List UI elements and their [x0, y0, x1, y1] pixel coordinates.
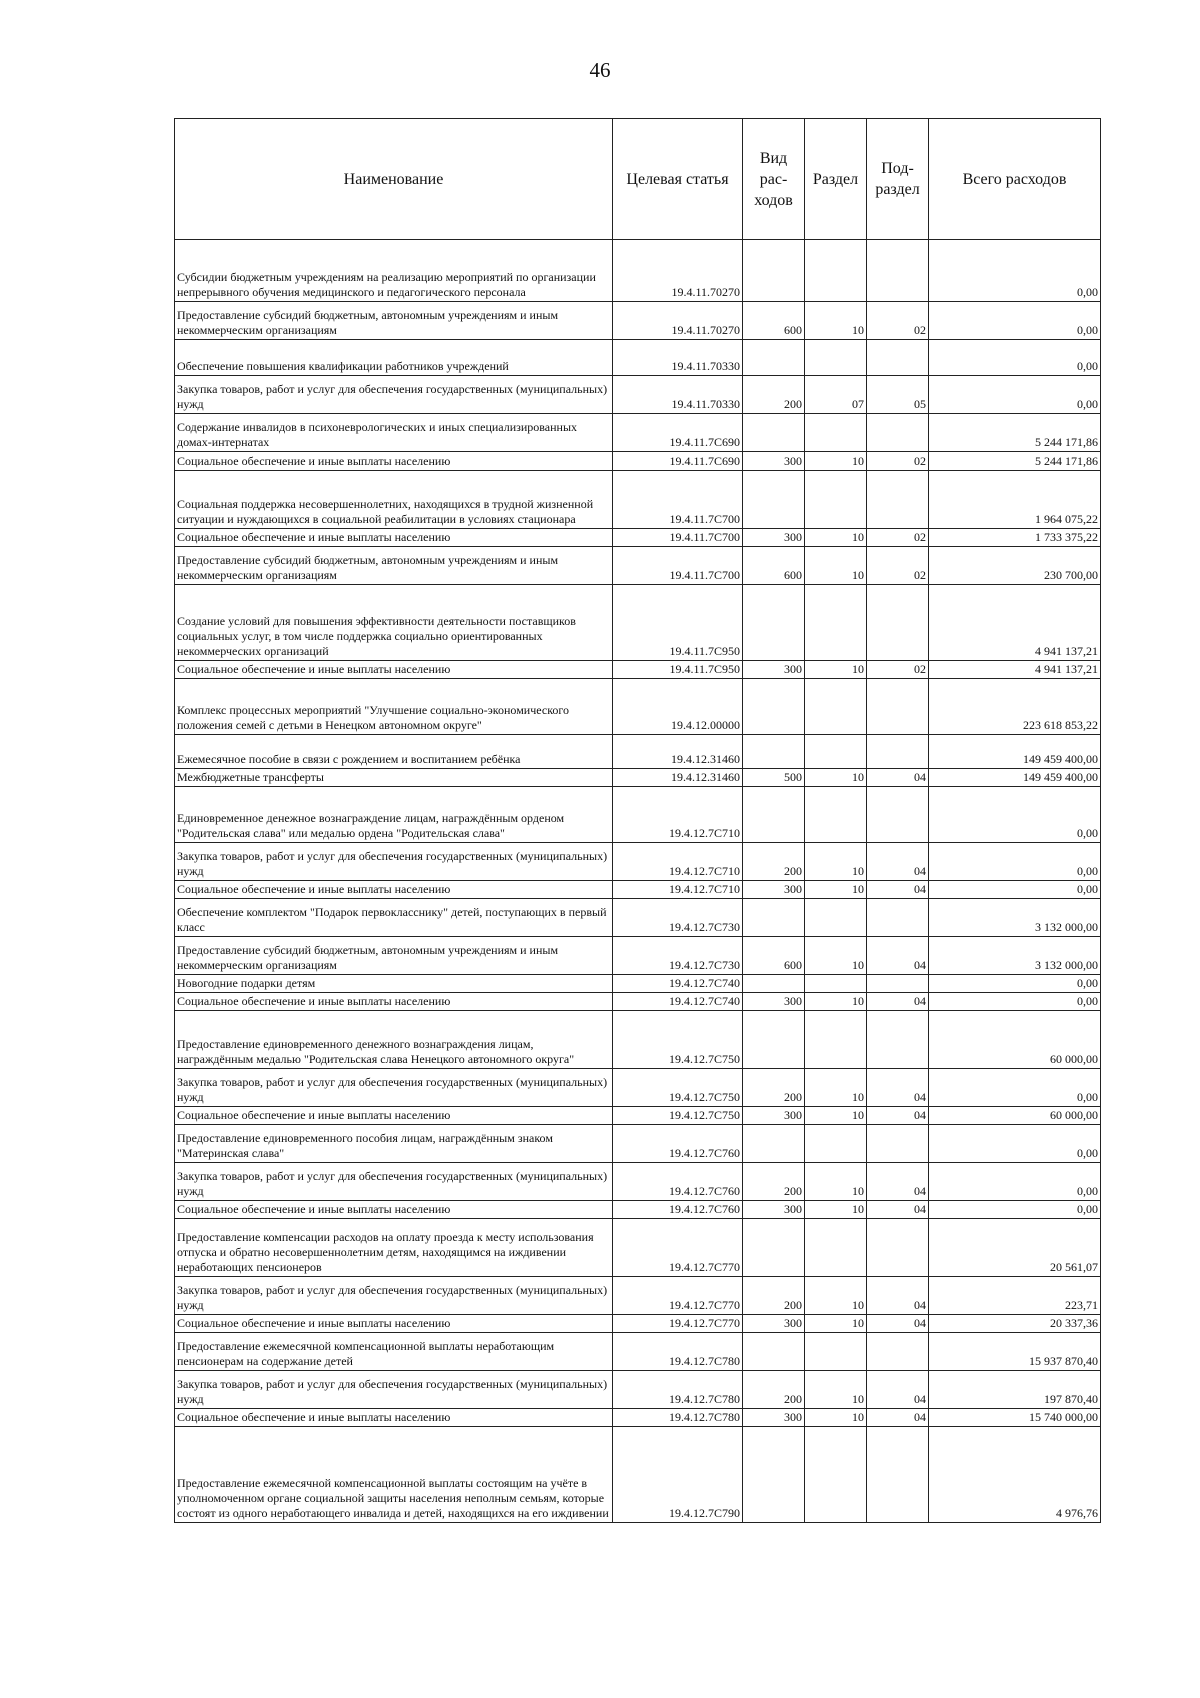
cell-name: Единовременное денежное вознаграждение лицам, награждённым орденом "Родительская слава" или медалью ордена "Родительская слава": [175, 787, 613, 843]
header-vid-line: ходов: [754, 191, 793, 209]
table-row: [175, 661, 1101, 679]
cell-total: 0,00: [929, 240, 1101, 302]
cell-name: Социальное обеспечение и иные выплаты населению: [175, 1315, 613, 1333]
cell-total: 20 337,36: [929, 1315, 1101, 1333]
cell-total: 0,00: [929, 881, 1101, 899]
cell-razdel: 10: [805, 1277, 867, 1315]
cell-razdel: [805, 585, 867, 661]
cell-vid: [743, 240, 805, 302]
cell-total: 197 870,40: [929, 1371, 1101, 1409]
cell-total: 60 000,00: [929, 1011, 1101, 1069]
table-row: [175, 769, 1101, 787]
cell-vid: [743, 585, 805, 661]
cell-podrazdel: 04: [867, 993, 929, 1011]
table-row: [175, 1427, 1101, 1523]
cell-podrazdel: 02: [867, 529, 929, 547]
cell-podrazdel: 04: [867, 1409, 929, 1427]
cell-total: 0,00: [929, 787, 1101, 843]
header-razdel: Раздел: [805, 119, 867, 240]
cell-total: 15 937 870,40: [929, 1333, 1101, 1371]
cell-razdel: 10: [805, 1163, 867, 1201]
cell-target: 19.4.12.7С710: [613, 881, 743, 899]
cell-target: 19.4.11.70330: [613, 340, 743, 376]
cell-target: 19.4.12.7С750: [613, 1069, 743, 1107]
table-row: [175, 679, 1101, 735]
cell-target: 19.4.12.7С770: [613, 1277, 743, 1315]
cell-razdel: 10: [805, 881, 867, 899]
cell-vid: 300: [743, 993, 805, 1011]
cell-target: 19.4.12.7С730: [613, 937, 743, 975]
cell-total: 223,71: [929, 1277, 1101, 1315]
cell-target: 19.4.11.70330: [613, 376, 743, 414]
cell-podrazdel: 05: [867, 376, 929, 414]
cell-name: Социальная поддержка несовершеннолетних, находящихся в трудной жизненной ситуации и нуждающихся в социальной реабилитации в условиях стационара: [175, 471, 613, 529]
cell-razdel: 10: [805, 1107, 867, 1125]
cell-total: 60 000,00: [929, 1107, 1101, 1125]
cell-target: 19.4.12.7С770: [613, 1219, 743, 1277]
cell-name: Обеспечение комплектом "Подарок первокласснику" детей, поступающих в первый класс: [175, 899, 613, 937]
cell-vid: 200: [743, 376, 805, 414]
cell-total: 20 561,07: [929, 1219, 1101, 1277]
cell-razdel: [805, 240, 867, 302]
cell-target: 19.4.12.7С750: [613, 1011, 743, 1069]
cell-razdel: 10: [805, 661, 867, 679]
cell-target: 19.4.12.7С780: [613, 1333, 743, 1371]
cell-podrazdel: 02: [867, 452, 929, 471]
cell-podrazdel: 04: [867, 1069, 929, 1107]
cell-razdel: 10: [805, 529, 867, 547]
table-header-row: [175, 119, 1101, 240]
header-vid: [743, 119, 805, 240]
cell-target: 19.4.12.7С750: [613, 1107, 743, 1125]
cell-name: Социальное обеспечение и иные выплаты населению: [175, 881, 613, 899]
cell-vid: 300: [743, 1201, 805, 1219]
header-total: Всего расходов: [929, 119, 1101, 240]
cell-target: 19.4.12.31460: [613, 769, 743, 787]
header-name: Наименование: [175, 119, 613, 240]
header-vid-line: рас-: [759, 170, 788, 188]
budget-table: [174, 118, 1101, 1523]
cell-name: Социальное обеспечение и иные выплаты населению: [175, 1107, 613, 1125]
cell-name: Предоставление субсидий бюджетным, автономным учреждениям и иным некоммерческим организациям: [175, 937, 613, 975]
cell-razdel: 10: [805, 1315, 867, 1333]
cell-target: 19.4.12.7С760: [613, 1163, 743, 1201]
cell-razdel: 10: [805, 843, 867, 881]
cell-name: Предоставление ежемесячной компенсационной выплаты состоящим на учёте в уполномоченном органе социальной защиты населения неполным семьям, которые состоят из одного неработающего инвалида и детей, находящихся на его иждивении: [175, 1427, 613, 1523]
cell-target: 19.4.12.7С760: [613, 1201, 743, 1219]
cell-vid: [743, 787, 805, 843]
cell-target: 19.4.12.7С730: [613, 899, 743, 937]
header-podrazdel-line: раздел: [875, 181, 920, 198]
table-row: [175, 547, 1101, 585]
cell-vid: [743, 1219, 805, 1277]
cell-name: Ежемесячное пособие в связи с рождением и воспитанием ребёнка: [175, 735, 613, 769]
cell-razdel: 10: [805, 1371, 867, 1409]
cell-name: Предоставление ежемесячной компенсационной выплаты неработающим пенсионерам на содержание детей: [175, 1333, 613, 1371]
table-row: [175, 1011, 1101, 1069]
cell-name: Социальное обеспечение и иные выплаты населению: [175, 1409, 613, 1427]
cell-razdel: [805, 1219, 867, 1277]
cell-name: Предоставление субсидий бюджетным, автономным учреждениям и иным некоммерческим организациям: [175, 302, 613, 340]
table-row: [175, 1163, 1101, 1201]
cell-razdel: 10: [805, 937, 867, 975]
cell-razdel: 10: [805, 547, 867, 585]
table-row: [175, 787, 1101, 843]
header-target: Целевая статья: [613, 119, 743, 240]
cell-name: Социальное обеспечение и иные выплаты населению: [175, 1201, 613, 1219]
cell-target: 19.4.12.7С790: [613, 1427, 743, 1523]
table-row: [175, 585, 1101, 661]
cell-total: 4 976,76: [929, 1427, 1101, 1523]
cell-total: 0,00: [929, 302, 1101, 340]
cell-vid: 300: [743, 1315, 805, 1333]
cell-vid: 200: [743, 1163, 805, 1201]
cell-vid: [743, 340, 805, 376]
cell-razdel: [805, 340, 867, 376]
cell-razdel: [805, 1011, 867, 1069]
cell-razdel: 07: [805, 376, 867, 414]
cell-podrazdel: 04: [867, 1371, 929, 1409]
cell-podrazdel: 04: [867, 843, 929, 881]
cell-target: 19.4.12.7С710: [613, 787, 743, 843]
cell-total: 15 740 000,00: [929, 1409, 1101, 1427]
cell-name: Предоставление субсидий бюджетным, автономным учреждениям и иным некоммерческим организациям: [175, 547, 613, 585]
cell-razdel: [805, 1333, 867, 1371]
cell-name: Закупка товаров, работ и услуг для обеспечения государственных (муниципальных) нужд: [175, 1163, 613, 1201]
cell-podrazdel: 04: [867, 881, 929, 899]
header-vid-line: Вид: [759, 149, 788, 167]
table-row: [175, 1125, 1101, 1163]
cell-name: Закупка товаров, работ и услуг для обеспечения государственных (муниципальных) нужд: [175, 1069, 613, 1107]
cell-target: 19.4.12.7С780: [613, 1409, 743, 1427]
cell-total: 4 941 137,21: [929, 661, 1101, 679]
cell-podrazdel: [867, 679, 929, 735]
cell-name: Предоставление единовременного денежного вознаграждения лицам, награждённым медалью "Родительская слава Ненецкого автономного округа": [175, 1011, 613, 1069]
cell-podrazdel: 02: [867, 547, 929, 585]
cell-podrazdel: [867, 899, 929, 937]
cell-podrazdel: 04: [867, 1163, 929, 1201]
cell-razdel: [805, 679, 867, 735]
cell-total: 0,00: [929, 993, 1101, 1011]
cell-razdel: [805, 735, 867, 769]
cell-target: 19.4.11.7С690: [613, 414, 743, 452]
cell-vid: [743, 1125, 805, 1163]
cell-vid: 600: [743, 302, 805, 340]
cell-total: 149 459 400,00: [929, 735, 1101, 769]
cell-total: 223 618 853,22: [929, 679, 1101, 735]
cell-podrazdel: [867, 1125, 929, 1163]
table-row: [175, 1333, 1101, 1371]
cell-razdel: 10: [805, 769, 867, 787]
cell-name: Закупка товаров, работ и услуг для обеспечения государственных (муниципальных) нужд: [175, 843, 613, 881]
cell-vid: 300: [743, 529, 805, 547]
cell-razdel: [805, 471, 867, 529]
cell-vid: 200: [743, 843, 805, 881]
cell-podrazdel: [867, 340, 929, 376]
cell-podrazdel: [867, 1427, 929, 1523]
cell-total: 149 459 400,00: [929, 769, 1101, 787]
cell-podrazdel: [867, 471, 929, 529]
table-row: [175, 414, 1101, 452]
table-row: [175, 1315, 1101, 1333]
cell-vid: 300: [743, 1107, 805, 1125]
cell-target: 19.4.12.7С780: [613, 1371, 743, 1409]
cell-podrazdel: [867, 1011, 929, 1069]
cell-vid: [743, 471, 805, 529]
cell-target: 19.4.12.7С740: [613, 975, 743, 993]
cell-total: 5 244 171,86: [929, 414, 1101, 452]
table-row: [175, 1219, 1101, 1277]
cell-razdel: [805, 899, 867, 937]
cell-total: 1 733 375,22: [929, 529, 1101, 547]
cell-total: 0,00: [929, 1163, 1101, 1201]
cell-total: 0,00: [929, 1069, 1101, 1107]
cell-total: 1 964 075,22: [929, 471, 1101, 529]
cell-podrazdel: [867, 1219, 929, 1277]
cell-razdel: [805, 975, 867, 993]
cell-name: Предоставление единовременного пособия лицам, награждённым знаком "Материнская слава": [175, 1125, 613, 1163]
cell-podrazdel: 04: [867, 1277, 929, 1315]
cell-podrazdel: [867, 735, 929, 769]
cell-total: 4 941 137,21: [929, 585, 1101, 661]
table-row: [175, 471, 1101, 529]
table-row: [175, 937, 1101, 975]
cell-target: 19.4.12.7С710: [613, 843, 743, 881]
cell-target: 19.4.11.70270: [613, 302, 743, 340]
cell-podrazdel: 04: [867, 1315, 929, 1333]
cell-razdel: [805, 787, 867, 843]
table-row: [175, 452, 1101, 471]
cell-name: Социальное обеспечение и иные выплаты населению: [175, 993, 613, 1011]
cell-podrazdel: [867, 1333, 929, 1371]
cell-total: 3 132 000,00: [929, 899, 1101, 937]
cell-target: 19.4.11.7С700: [613, 547, 743, 585]
table-row: [175, 240, 1101, 302]
cell-total: 0,00: [929, 376, 1101, 414]
cell-vid: [743, 1011, 805, 1069]
table-row: [175, 529, 1101, 547]
cell-target: 19.4.12.31460: [613, 735, 743, 769]
cell-podrazdel: [867, 585, 929, 661]
cell-vid: 200: [743, 1069, 805, 1107]
cell-name: Предоставление компенсации расходов на оплату проезда к месту использования отпуска и обратно несовершеннолетним детям, находящимся на иждивении неработающих пенсионеров: [175, 1219, 613, 1277]
cell-name: Создание условий для повышения эффективности деятельности поставщиков социальных услуг, в том числе поддержка социально ориентированных некоммерческих организаций: [175, 585, 613, 661]
cell-target: 19.4.12.7С770: [613, 1315, 743, 1333]
cell-razdel: 10: [805, 1069, 867, 1107]
cell-vid: [743, 735, 805, 769]
cell-podrazdel: [867, 414, 929, 452]
cell-vid: [743, 1427, 805, 1523]
cell-vid: 200: [743, 1371, 805, 1409]
table-row: [175, 975, 1101, 993]
cell-total: 5 244 171,86: [929, 452, 1101, 471]
cell-target: 19.4.11.7С690: [613, 452, 743, 471]
table-row: [175, 881, 1101, 899]
cell-vid: 300: [743, 1409, 805, 1427]
cell-total: 3 132 000,00: [929, 937, 1101, 975]
cell-name: Межбюджетные трансферты: [175, 769, 613, 787]
cell-vid: 300: [743, 661, 805, 679]
cell-vid: [743, 414, 805, 452]
table-body: [175, 240, 1101, 1523]
cell-total: 0,00: [929, 975, 1101, 993]
cell-name: Закупка товаров, работ и услуг для обеспечения государственных (муниципальных) нужд: [175, 1371, 613, 1409]
header-podrazdel-line: Под-: [881, 160, 914, 177]
cell-vid: 600: [743, 937, 805, 975]
cell-razdel: 10: [805, 1409, 867, 1427]
cell-podrazdel: 04: [867, 769, 929, 787]
cell-target: 19.4.11.7С950: [613, 585, 743, 661]
cell-razdel: 10: [805, 302, 867, 340]
cell-target: 19.4.12.00000: [613, 679, 743, 735]
cell-podrazdel: [867, 787, 929, 843]
cell-total: 230 700,00: [929, 547, 1101, 585]
cell-target: 19.4.11.7С700: [613, 529, 743, 547]
cell-vid: 300: [743, 452, 805, 471]
cell-razdel: 10: [805, 452, 867, 471]
table-row: [175, 735, 1101, 769]
table-row: [175, 1107, 1101, 1125]
cell-razdel: 10: [805, 1201, 867, 1219]
cell-target: 19.4.12.7С740: [613, 993, 743, 1011]
cell-podrazdel: 02: [867, 302, 929, 340]
cell-podrazdel: 02: [867, 661, 929, 679]
cell-razdel: [805, 1125, 867, 1163]
cell-razdel: 10: [805, 993, 867, 1011]
header-podrazdel: [867, 119, 929, 240]
cell-vid: 600: [743, 547, 805, 585]
table-row: [175, 1201, 1101, 1219]
table-row: [175, 1371, 1101, 1409]
table-row: [175, 899, 1101, 937]
cell-razdel: [805, 414, 867, 452]
page-number: 46: [589, 58, 611, 82]
cell-name: Закупка товаров, работ и услуг для обеспечения государственных (муниципальных) нужд: [175, 376, 613, 414]
cell-vid: [743, 1333, 805, 1371]
cell-name: Социальное обеспечение и иные выплаты населению: [175, 452, 613, 471]
table-row: [175, 993, 1101, 1011]
cell-total: 0,00: [929, 340, 1101, 376]
cell-total: 0,00: [929, 1125, 1101, 1163]
table-row: [175, 376, 1101, 414]
cell-vid: [743, 975, 805, 993]
cell-name: Содержание инвалидов в психоневрологических и иных специализированных домах-интернатах: [175, 414, 613, 452]
cell-name: Социальное обеспечение и иные выплаты населению: [175, 529, 613, 547]
table-row: [175, 1069, 1101, 1107]
cell-name: Субсидии бюджетным учреждениям на реализацию мероприятий по организации непрерывного обучения медицинского и педагогического персонала: [175, 240, 613, 302]
cell-vid: 200: [743, 1277, 805, 1315]
table-row: [175, 843, 1101, 881]
cell-vid: [743, 679, 805, 735]
cell-name: Новогодние подарки детям: [175, 975, 613, 993]
cell-podrazdel: 04: [867, 1201, 929, 1219]
cell-name: Закупка товаров, работ и услуг для обеспечения государственных (муниципальных) нужд: [175, 1277, 613, 1315]
table-row: [175, 340, 1101, 376]
cell-podrazdel: 04: [867, 937, 929, 975]
cell-vid: [743, 899, 805, 937]
cell-total: 0,00: [929, 843, 1101, 881]
cell-total: 0,00: [929, 1201, 1101, 1219]
cell-target: 19.4.11.7С950: [613, 661, 743, 679]
cell-target: 19.4.11.7С700: [613, 471, 743, 529]
cell-name: Обеспечение повышения квалификации работников учреждений: [175, 340, 613, 376]
table-row: [175, 1409, 1101, 1427]
cell-vid: 300: [743, 881, 805, 899]
table-row: [175, 302, 1101, 340]
cell-name: Социальное обеспечение и иные выплаты населению: [175, 661, 613, 679]
cell-name: Комплекс процессных мероприятий "Улучшение социально-экономического положения семей с детьми в Ненецком автономном округе": [175, 679, 613, 735]
cell-target: 19.4.12.7С760: [613, 1125, 743, 1163]
cell-vid: 500: [743, 769, 805, 787]
cell-podrazdel: 04: [867, 1107, 929, 1125]
cell-podrazdel: [867, 975, 929, 993]
table-row: [175, 1277, 1101, 1315]
cell-razdel: [805, 1427, 867, 1523]
cell-target: 19.4.11.70270: [613, 240, 743, 302]
cell-podrazdel: [867, 240, 929, 302]
